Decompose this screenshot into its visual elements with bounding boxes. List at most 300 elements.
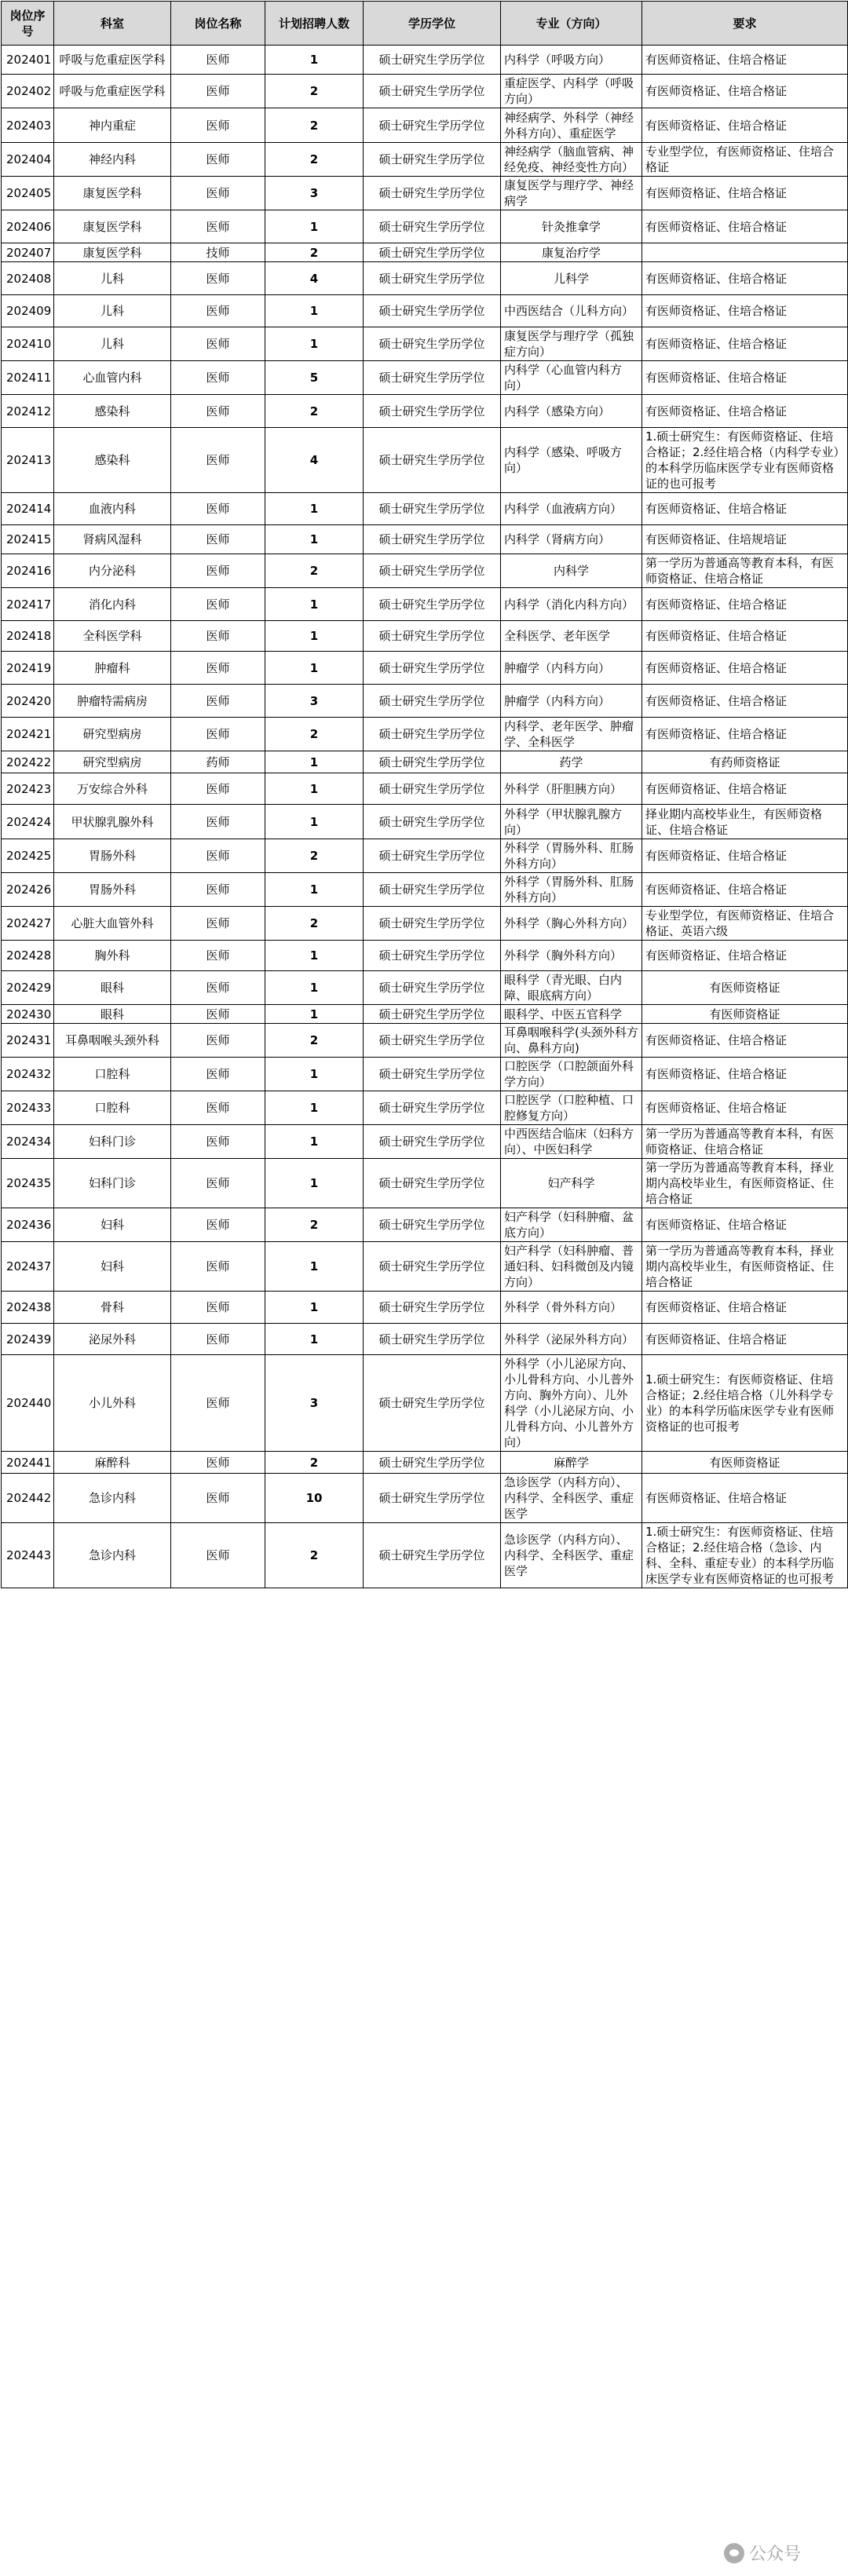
table-row — [2, 46, 848, 75]
planned-count-cell: 2 — [265, 395, 364, 428]
major-cell: 麻醉学 — [501, 1452, 642, 1474]
department-cell: 妇科门诊 — [54, 1125, 171, 1159]
planned-count-cell: 1 — [265, 652, 364, 685]
major-cell: 外科学（胸外科方向） — [501, 941, 642, 971]
table-row — [2, 652, 848, 685]
table-row — [2, 327, 848, 361]
requirements-cell: 有医师资格证 — [642, 1005, 848, 1024]
post-id-cell: 202420 — [2, 685, 54, 718]
department-cell: 急诊内科 — [54, 1474, 171, 1523]
post-id-cell: 202432 — [2, 1058, 54, 1091]
planned-count-cell: 1 — [265, 805, 364, 839]
major-cell: 内科学（消化内科方向） — [501, 588, 642, 621]
major-cell: 外科学（胃肠外科、肛肠外科方向） — [501, 839, 642, 873]
requirements-cell: 有医师资格证 — [642, 1452, 848, 1474]
table-row — [2, 295, 848, 327]
requirements-cell: 有医师资格证、住培合格证 — [642, 177, 848, 210]
major-cell: 针灸推拿学 — [501, 210, 642, 243]
post-name-cell: 医师 — [171, 588, 265, 621]
post-name-cell: 医师 — [171, 327, 265, 361]
planned-count-cell: 1 — [265, 1324, 364, 1355]
education-cell: 硕士研究生学历学位 — [364, 1474, 501, 1523]
planned-count-cell: 1 — [265, 1125, 364, 1159]
department-cell: 康复医学科 — [54, 243, 171, 262]
planned-count-cell: 1 — [265, 525, 364, 554]
post-name-cell: 医师 — [171, 493, 265, 525]
requirements-cell: 有医师资格证、住培规培证 — [642, 525, 848, 554]
major-cell: 耳鼻咽喉科学(头颈外科方向、鼻科方向) — [501, 1024, 642, 1058]
planned-count-cell: 2 — [265, 108, 364, 143]
major-cell: 肿瘤学（内科方向） — [501, 685, 642, 718]
post-name-cell: 医师 — [171, 873, 265, 907]
header-post-name: 岗位名称 — [171, 2, 265, 46]
requirements-cell: 1.硕士研究生：有医师资格证、住培合格证；2.经住培合格（儿外科学专业）的本科学历临床医学专业有医师资格证的也可报考 — [642, 1355, 848, 1452]
major-cell: 中西医结合临床（妇科方向）、中医妇科学 — [501, 1125, 642, 1159]
major-cell: 口腔医学（口腔种植、口腔修复方向） — [501, 1091, 642, 1125]
table-row — [2, 1125, 848, 1159]
post-name-cell: 医师 — [171, 1058, 265, 1091]
requirements-cell: 有医师资格证、住培合格证 — [642, 1324, 848, 1355]
header-education: 学历学位 — [364, 2, 501, 46]
post-name-cell: 医师 — [171, 1159, 265, 1208]
education-cell: 硕士研究生学历学位 — [364, 395, 501, 428]
post-name-cell: 医师 — [171, 941, 265, 971]
education-cell: 硕士研究生学历学位 — [364, 554, 501, 588]
requirements-cell: 有医师资格证、住培合格证 — [642, 718, 848, 751]
post-name-cell: 医师 — [171, 295, 265, 327]
table-row — [2, 525, 848, 554]
post-id-cell: 202418 — [2, 621, 54, 652]
department-cell: 胃肠外科 — [54, 873, 171, 907]
post-id-cell: 202423 — [2, 773, 54, 805]
table-row — [2, 1091, 848, 1125]
major-cell: 肿瘤学（内科方向） — [501, 652, 642, 685]
post-id-cell: 202403 — [2, 108, 54, 143]
post-id-cell: 202433 — [2, 1091, 54, 1125]
post-id-cell: 202428 — [2, 941, 54, 971]
education-cell: 硕士研究生学历学位 — [364, 243, 501, 262]
post-name-cell: 医师 — [171, 1523, 265, 1588]
post-name-cell: 医师 — [171, 1208, 265, 1242]
requirements-cell: 第一学历为普通高等教育本科，有医师资格证、住培合格证 — [642, 554, 848, 588]
education-cell: 硕士研究生学历学位 — [364, 1125, 501, 1159]
education-cell: 硕士研究生学历学位 — [364, 652, 501, 685]
recruitment-table — [1, 1, 848, 1588]
post-name-cell: 医师 — [171, 177, 265, 210]
education-cell: 硕士研究生学历学位 — [364, 718, 501, 751]
education-cell: 硕士研究生学历学位 — [364, 75, 501, 108]
education-cell: 硕士研究生学历学位 — [364, 525, 501, 554]
department-cell: 感染科 — [54, 428, 171, 493]
department-cell: 儿科 — [54, 262, 171, 295]
department-cell: 肿瘤科 — [54, 652, 171, 685]
department-cell: 儿科 — [54, 295, 171, 327]
table-row — [2, 621, 848, 652]
planned-count-cell: 2 — [265, 243, 364, 262]
planned-count-cell: 2 — [265, 1452, 364, 1474]
post-id-cell: 202413 — [2, 428, 54, 493]
department-cell: 肿瘤特需病房 — [54, 685, 171, 718]
major-cell: 神经病学（脑血管病、神经免疫、神经变性方向） — [501, 143, 642, 177]
planned-count-cell: 2 — [265, 554, 364, 588]
table-row — [2, 493, 848, 525]
header-major: 专业（方向） — [501, 2, 642, 46]
education-cell: 硕士研究生学历学位 — [364, 1159, 501, 1208]
post-name-cell: 医师 — [171, 1005, 265, 1024]
table-row — [2, 361, 848, 395]
education-cell: 硕士研究生学历学位 — [364, 1355, 501, 1452]
major-cell: 内科学 — [501, 554, 642, 588]
major-cell: 妇产科学（妇科肿瘤、盆底方向） — [501, 1208, 642, 1242]
education-cell: 硕士研究生学历学位 — [364, 588, 501, 621]
education-cell: 硕士研究生学历学位 — [364, 621, 501, 652]
education-cell: 硕士研究生学历学位 — [364, 873, 501, 907]
table-row — [2, 554, 848, 588]
requirements-cell: 有医师资格证、住培合格证 — [642, 873, 848, 907]
planned-count-cell: 1 — [265, 1091, 364, 1125]
education-cell: 硕士研究生学历学位 — [364, 1208, 501, 1242]
table-row — [2, 873, 848, 907]
post-id-cell: 202404 — [2, 143, 54, 177]
requirements-cell — [642, 243, 848, 262]
education-cell: 硕士研究生学历学位 — [364, 1292, 501, 1324]
planned-count-cell: 1 — [265, 327, 364, 361]
post-id-cell: 202419 — [2, 652, 54, 685]
table-row — [2, 1324, 848, 1355]
major-cell: 内科学（血液病方向） — [501, 493, 642, 525]
major-cell: 全科医学、老年医学 — [501, 621, 642, 652]
planned-count-cell: 1 — [265, 210, 364, 243]
post-id-cell: 202417 — [2, 588, 54, 621]
department-cell: 呼吸与危重症医学科 — [54, 75, 171, 108]
requirements-cell: 有药师资格证 — [642, 751, 848, 773]
major-cell: 外科学（甲状腺乳腺方向） — [501, 805, 642, 839]
education-cell: 硕士研究生学历学位 — [364, 210, 501, 243]
department-cell: 感染科 — [54, 395, 171, 428]
department-cell: 耳鼻咽喉头颈外科 — [54, 1024, 171, 1058]
post-name-cell: 医师 — [171, 143, 265, 177]
post-id-cell: 202415 — [2, 525, 54, 554]
major-cell: 药学 — [501, 751, 642, 773]
department-cell: 眼科 — [54, 1005, 171, 1024]
department-cell: 研究型病房 — [54, 751, 171, 773]
major-cell: 内科学、老年医学、肿瘤学、全科医学 — [501, 718, 642, 751]
table-row — [2, 839, 848, 873]
table-row — [2, 1005, 848, 1024]
table-row — [2, 143, 848, 177]
post-id-cell: 202414 — [2, 493, 54, 525]
department-cell: 消化内科 — [54, 588, 171, 621]
planned-count-cell: 2 — [265, 1024, 364, 1058]
department-cell: 急诊内科 — [54, 1523, 171, 1588]
post-id-cell: 202434 — [2, 1125, 54, 1159]
post-id-cell: 202426 — [2, 873, 54, 907]
department-cell: 胸外科 — [54, 941, 171, 971]
post-name-cell: 医师 — [171, 652, 265, 685]
education-cell: 硕士研究生学历学位 — [364, 751, 501, 773]
post-name-cell: 医师 — [171, 718, 265, 751]
post-id-cell: 202437 — [2, 1242, 54, 1292]
post-name-cell: 医师 — [171, 1024, 265, 1058]
requirements-cell: 1.硕士研究生：有医师资格证、住培合格证；2.经住培合格（内科学专业）的本科学历临床医学专业有医师资格证的也可报考 — [642, 428, 848, 493]
planned-count-cell: 2 — [265, 75, 364, 108]
department-cell: 骨科 — [54, 1292, 171, 1324]
post-name-cell: 医师 — [171, 428, 265, 493]
major-cell: 内科学（呼吸方向） — [501, 46, 642, 75]
planned-count-cell: 4 — [265, 262, 364, 295]
table-row — [2, 243, 848, 262]
post-id-cell: 202401 — [2, 46, 54, 75]
table-row — [2, 941, 848, 971]
post-name-cell: 医师 — [171, 971, 265, 1005]
post-name-cell: 医师 — [171, 1355, 265, 1452]
post-name-cell: 医师 — [171, 1242, 265, 1292]
post-id-cell: 202407 — [2, 243, 54, 262]
post-id-cell: 202430 — [2, 1005, 54, 1024]
post-id-cell: 202405 — [2, 177, 54, 210]
education-cell: 硕士研究生学历学位 — [364, 1058, 501, 1091]
header-row — [2, 2, 848, 46]
department-cell: 万安综合外科 — [54, 773, 171, 805]
table-row — [2, 805, 848, 839]
major-cell: 外科学（肝胆胰方向） — [501, 773, 642, 805]
table-row — [2, 718, 848, 751]
planned-count-cell: 1 — [265, 493, 364, 525]
planned-count-cell: 1 — [265, 1242, 364, 1292]
education-cell: 硕士研究生学历学位 — [364, 685, 501, 718]
post-name-cell: 医师 — [171, 262, 265, 295]
table-row — [2, 1024, 848, 1058]
post-id-cell: 202422 — [2, 751, 54, 773]
requirements-cell: 第一学历为普通高等教育本科，择业期内高校毕业生，有医师资格证、住培合格证 — [642, 1242, 848, 1292]
requirements-cell: 有医师资格证、住培合格证 — [642, 1058, 848, 1091]
major-cell: 儿科学 — [501, 262, 642, 295]
post-name-cell: 医师 — [171, 685, 265, 718]
table-row — [2, 907, 848, 941]
header-requirements: 要求 — [642, 2, 848, 46]
department-cell: 泌尿外科 — [54, 1324, 171, 1355]
table-row — [2, 1208, 848, 1242]
education-cell: 硕士研究生学历学位 — [364, 773, 501, 805]
post-id-cell: 202429 — [2, 971, 54, 1005]
planned-count-cell: 10 — [265, 1474, 364, 1523]
post-id-cell: 202436 — [2, 1208, 54, 1242]
requirements-cell: 择业期内高校毕业生，有医师资格证、住培合格证 — [642, 805, 848, 839]
education-cell: 硕士研究生学历学位 — [364, 327, 501, 361]
post-name-cell: 医师 — [171, 395, 265, 428]
requirements-cell: 有医师资格证、住培合格证 — [642, 1474, 848, 1523]
requirements-cell: 有医师资格证、住培合格证 — [642, 46, 848, 75]
requirements-cell: 有医师资格证、住培合格证 — [642, 75, 848, 108]
post-name-cell: 医师 — [171, 1324, 265, 1355]
major-cell: 康复医学与理疗学、神经病学 — [501, 177, 642, 210]
table-row — [2, 1355, 848, 1452]
requirements-cell: 专业型学位，有医师资格证、住培合格证、英语六级 — [642, 907, 848, 941]
major-cell: 妇产科学（妇科肿瘤、普通妇科、妇科微创及内镜方向） — [501, 1242, 642, 1292]
requirements-cell: 有医师资格证、住培合格证 — [642, 210, 848, 243]
education-cell: 硕士研究生学历学位 — [364, 1324, 501, 1355]
planned-count-cell: 1 — [265, 941, 364, 971]
wechat-icon — [724, 2543, 744, 2563]
requirements-cell: 有医师资格证、住培合格证 — [642, 1091, 848, 1125]
watermark-text: 公众号 — [748, 2545, 801, 2564]
department-cell: 麻醉科 — [54, 1452, 171, 1474]
table-row — [2, 588, 848, 621]
header-post-id: 岗位序号 — [2, 2, 54, 46]
requirements-cell: 专业型学位，有医师资格证、住培合格证 — [642, 143, 848, 177]
post-id-cell: 202412 — [2, 395, 54, 428]
table-row — [2, 1159, 848, 1208]
planned-count-cell: 1 — [265, 46, 364, 75]
planned-count-cell: 1 — [265, 1292, 364, 1324]
department-cell: 口腔科 — [54, 1058, 171, 1091]
table-row — [2, 1474, 848, 1523]
planned-count-cell: 2 — [265, 907, 364, 941]
education-cell: 硕士研究生学历学位 — [364, 805, 501, 839]
post-name-cell: 医师 — [171, 773, 265, 805]
requirements-cell: 有医师资格证、住培合格证 — [642, 1292, 848, 1324]
department-cell: 血液内科 — [54, 493, 171, 525]
table-row — [2, 1292, 848, 1324]
major-cell: 内科学（心血管内科方向） — [501, 361, 642, 395]
planned-count-cell: 2 — [265, 839, 364, 873]
department-cell: 神内重症 — [54, 108, 171, 143]
education-cell: 硕士研究生学历学位 — [364, 1452, 501, 1474]
major-cell: 外科学（骨外科方向） — [501, 1292, 642, 1324]
table-row — [2, 751, 848, 773]
education-cell: 硕士研究生学历学位 — [364, 1024, 501, 1058]
post-id-cell: 202443 — [2, 1523, 54, 1588]
major-cell: 内科学（感染、呼吸方向） — [501, 428, 642, 493]
education-cell: 硕士研究生学历学位 — [364, 108, 501, 143]
major-cell: 妇产科学 — [501, 1159, 642, 1208]
education-cell: 硕士研究生学历学位 — [364, 907, 501, 941]
major-cell: 康复治疗学 — [501, 243, 642, 262]
major-cell: 急诊医学（内科方向）、内科学、全科医学、重症医学 — [501, 1523, 642, 1588]
planned-count-cell: 3 — [265, 177, 364, 210]
planned-count-cell: 2 — [265, 718, 364, 751]
planned-count-cell: 1 — [265, 588, 364, 621]
post-name-cell: 医师 — [171, 525, 265, 554]
post-id-cell: 202425 — [2, 839, 54, 873]
post-name-cell: 医师 — [171, 210, 265, 243]
requirements-cell: 有医师资格证、住培合格证 — [642, 1024, 848, 1058]
post-id-cell: 202424 — [2, 805, 54, 839]
requirements-cell: 有医师资格证、住培合格证 — [642, 773, 848, 805]
requirements-cell: 有医师资格证、住培合格证 — [642, 588, 848, 621]
department-cell: 内分泌科 — [54, 554, 171, 588]
planned-count-cell: 3 — [265, 685, 364, 718]
major-cell: 急诊医学（内科方向）、内科学、全科医学、重症医学 — [501, 1474, 642, 1523]
department-cell: 妇科 — [54, 1242, 171, 1292]
post-name-cell: 医师 — [171, 907, 265, 941]
post-id-cell: 202427 — [2, 907, 54, 941]
table-row — [2, 210, 848, 243]
requirements-cell: 有医师资格证、住培合格证 — [642, 327, 848, 361]
post-id-cell: 202406 — [2, 210, 54, 243]
planned-count-cell: 3 — [265, 1355, 364, 1452]
major-cell: 外科学（泌尿外科方向） — [501, 1324, 642, 1355]
requirements-cell: 有医师资格证、住培合格证 — [642, 108, 848, 143]
department-cell: 口腔科 — [54, 1091, 171, 1125]
post-name-cell: 医师 — [171, 361, 265, 395]
planned-count-cell: 2 — [265, 1208, 364, 1242]
post-id-cell: 202440 — [2, 1355, 54, 1452]
post-name-cell: 医师 — [171, 75, 265, 108]
requirements-cell: 1.硕士研究生：有医师资格证、住培合格证；2.经住培合格（急诊、内科、全科、重症专业）的本科学历临床医学专业有医师资格证的也可报考 — [642, 1523, 848, 1588]
requirements-cell: 有医师资格证、住培合格证 — [642, 839, 848, 873]
post-name-cell: 医师 — [171, 1474, 265, 1523]
planned-count-cell: 1 — [265, 1005, 364, 1024]
table-row — [2, 1058, 848, 1091]
post-id-cell: 202442 — [2, 1474, 54, 1523]
post-name-cell: 药师 — [171, 751, 265, 773]
table-row — [2, 75, 848, 108]
table-row — [2, 108, 848, 143]
planned-count-cell: 1 — [265, 751, 364, 773]
planned-count-cell: 1 — [265, 295, 364, 327]
department-cell: 康复医学科 — [54, 177, 171, 210]
post-name-cell: 医师 — [171, 621, 265, 652]
post-id-cell: 202439 — [2, 1324, 54, 1355]
planned-count-cell: 1 — [265, 873, 364, 907]
department-cell: 妇科 — [54, 1208, 171, 1242]
post-id-cell: 202431 — [2, 1024, 54, 1058]
department-cell: 神经内科 — [54, 143, 171, 177]
post-id-cell: 202416 — [2, 554, 54, 588]
requirements-cell: 有医师资格证、住培合格证 — [642, 493, 848, 525]
education-cell: 硕士研究生学历学位 — [364, 971, 501, 1005]
post-id-cell: 202411 — [2, 361, 54, 395]
table-row — [2, 1452, 848, 1474]
requirements-cell: 有医师资格证、住培合格证 — [642, 262, 848, 295]
major-cell: 眼科学（青光眼、白内障、眼底病方向） — [501, 971, 642, 1005]
department-cell: 研究型病房 — [54, 718, 171, 751]
table-row — [2, 1242, 848, 1292]
table-row — [2, 773, 848, 805]
post-id-cell: 202410 — [2, 327, 54, 361]
planned-count-cell: 1 — [265, 621, 364, 652]
table-row — [2, 262, 848, 295]
department-cell: 心血管内科 — [54, 361, 171, 395]
header-department: 科室 — [54, 2, 171, 46]
education-cell: 硕士研究生学历学位 — [364, 1091, 501, 1125]
major-cell: 内科学（感染方向） — [501, 395, 642, 428]
post-name-cell: 医师 — [171, 108, 265, 143]
post-id-cell: 202408 — [2, 262, 54, 295]
education-cell: 硕士研究生学历学位 — [364, 839, 501, 873]
planned-count-cell: 1 — [265, 773, 364, 805]
department-cell: 肾病风湿科 — [54, 525, 171, 554]
department-cell: 儿科 — [54, 327, 171, 361]
post-name-cell: 医师 — [171, 46, 265, 75]
education-cell: 硕士研究生学历学位 — [364, 1005, 501, 1024]
major-cell: 外科学（胸心外科方向） — [501, 907, 642, 941]
major-cell: 重症医学、内科学（呼吸方向） — [501, 75, 642, 108]
department-cell: 妇科门诊 — [54, 1159, 171, 1208]
department-cell: 心脏大血管外科 — [54, 907, 171, 941]
post-name-cell: 医师 — [171, 1091, 265, 1125]
department-cell: 全科医学科 — [54, 621, 171, 652]
table-row — [2, 177, 848, 210]
requirements-cell: 第一学历为普通高等教育本科，择业期内高校毕业生，有医师资格证、住培合格证 — [642, 1159, 848, 1208]
requirements-cell: 有医师资格证、住培合格证 — [642, 1208, 848, 1242]
table-row — [2, 971, 848, 1005]
planned-count-cell: 1 — [265, 1058, 364, 1091]
requirements-cell: 第一学历为普通高等教育本科，有医师资格证、住培合格证 — [642, 1125, 848, 1159]
education-cell: 硕士研究生学历学位 — [364, 295, 501, 327]
department-cell: 康复医学科 — [54, 210, 171, 243]
